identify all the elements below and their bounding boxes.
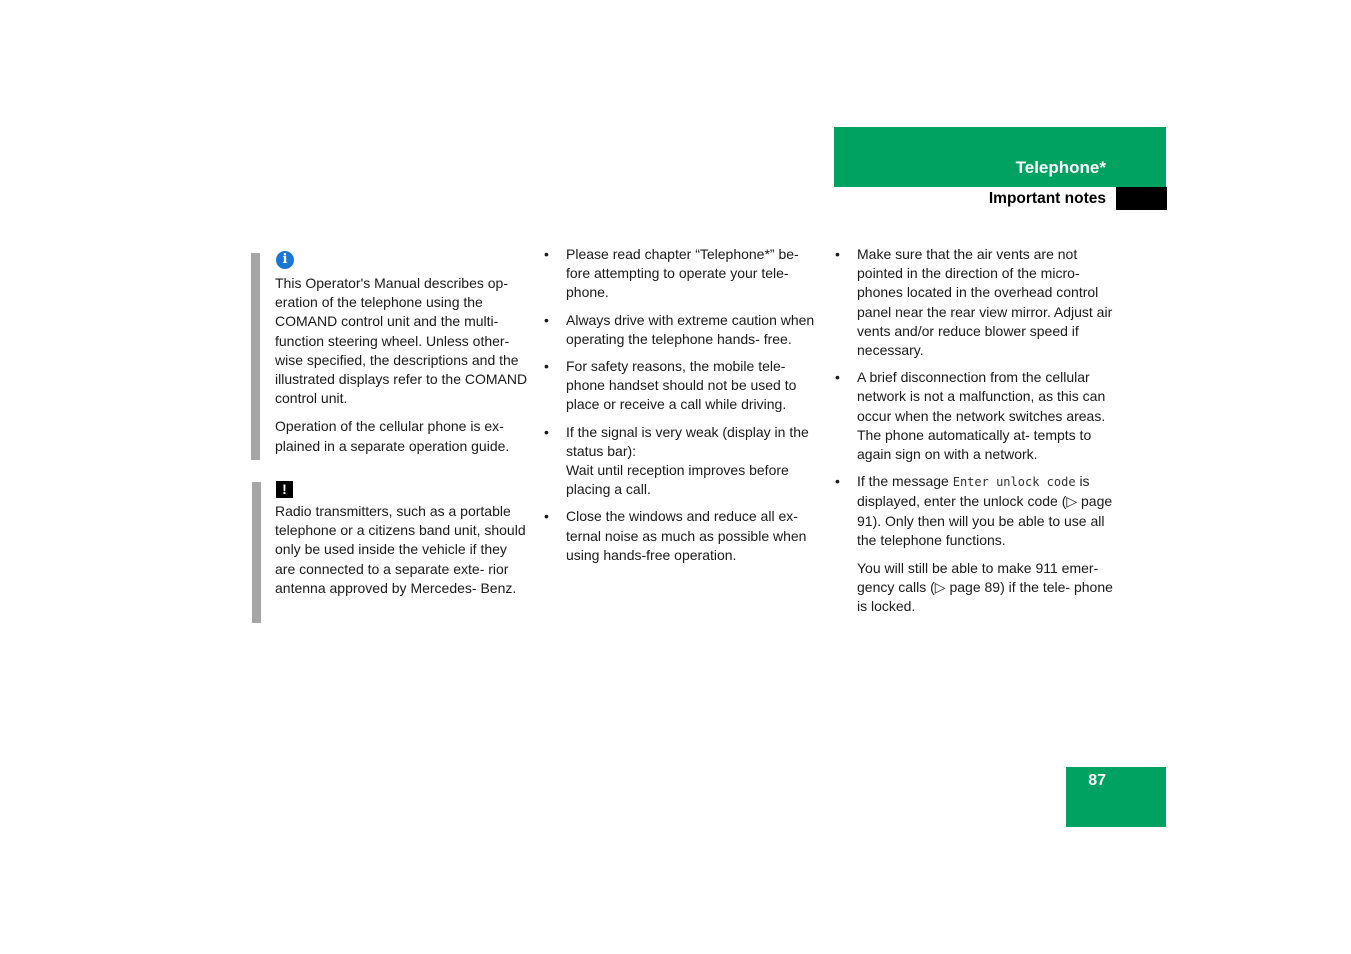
list-item (544, 311, 819, 349)
column-3-list (835, 245, 1113, 625)
warning-paragraph: Radio transmitters, such as a portable telephone or a citizens band unit, should only be used inside the vehicle if they are connected to a separate exte- rior antenna approved by Mercedes- Benz. (275, 503, 526, 596)
bullet: • (544, 423, 549, 440)
page-number: 87 (1088, 772, 1106, 789)
section-subtitle: Important notes (988, 190, 1106, 207)
bullet: • (544, 311, 549, 328)
warning-note (275, 502, 530, 607)
list-item-text: Please read chapter “Telephone*” be- fore attempting to operate your tele- phone. (566, 246, 799, 301)
unlock-code-message: Enter unlock code (952, 475, 1076, 490)
list-item (544, 245, 819, 303)
bullet: • (544, 246, 549, 262)
list-item-text: If the signal is very weak (display in the status bar): (566, 423, 809, 459)
list-item-text: Close the windows and reduce all ex- ternal noise as much as possible when using hands-free operation. (566, 508, 807, 563)
list-item (544, 423, 819, 500)
info-note (275, 274, 530, 465)
list-item-text (857, 472, 1113, 550)
bullet: • (835, 246, 840, 262)
warning-icon: ! (276, 481, 293, 498)
list-item (544, 507, 819, 565)
section-tab-marker (1116, 187, 1167, 210)
info-paragraph: Operation of the cellular phone is ex- plained in a separate operation guide. (275, 418, 510, 454)
message-suffix: is displayed, enter the unlock code (▷ page 91). Only then will you be able to use all the telephone functions. (857, 473, 1113, 548)
warning-note-bar (252, 482, 261, 623)
list-item-followup: You will still be able to make 911 emer- gency calls (▷ page 89) if the tele- phone is locked. (857, 560, 1113, 615)
list-item-text: A brief disconnection from the cellular network is not a malfunction, as this can occur when the network switches areas. The phone automatically at- tempts to again sign on with a network. (857, 369, 1106, 463)
list-item-text: Wait until reception improves before placing a call. (566, 462, 789, 498)
section-header-bar (834, 127, 1166, 187)
list-item-text: Always drive with extreme caution when operating the telephone hands- free. (566, 311, 815, 347)
list-item (835, 472, 1113, 616)
message-prefix: If the message (857, 473, 949, 490)
list-item (544, 357, 819, 415)
bullet: • (835, 473, 840, 490)
list-item (835, 368, 1113, 464)
column-2-list (544, 245, 819, 573)
info-paragraph: This Operator's Manual describes op- eration of the telephone using the COMAND control unit and the multi- function steering wheel. Unless other- wise specified, the descriptions and the illustrated displays refer to the COMAND control unit. (275, 275, 528, 407)
info-icon: i (276, 251, 294, 269)
list-item-text: For safety reasons, the mobile tele- phone handset should not be used to place or receive a call while driving. (566, 358, 797, 413)
bullet: • (544, 358, 549, 375)
bullet: • (835, 369, 840, 386)
bullet: • (544, 508, 549, 525)
section-title: Telephone* (1015, 158, 1106, 177)
list-item-text: Make sure that the air vents are not pointed in the direction of the micro- phones located in the overhead control panel near the rear view mirror. Adjust air vents and/or reduce blower speed if necessary. (857, 246, 1113, 359)
info-note-bar (251, 253, 260, 460)
list-item (835, 245, 1113, 360)
